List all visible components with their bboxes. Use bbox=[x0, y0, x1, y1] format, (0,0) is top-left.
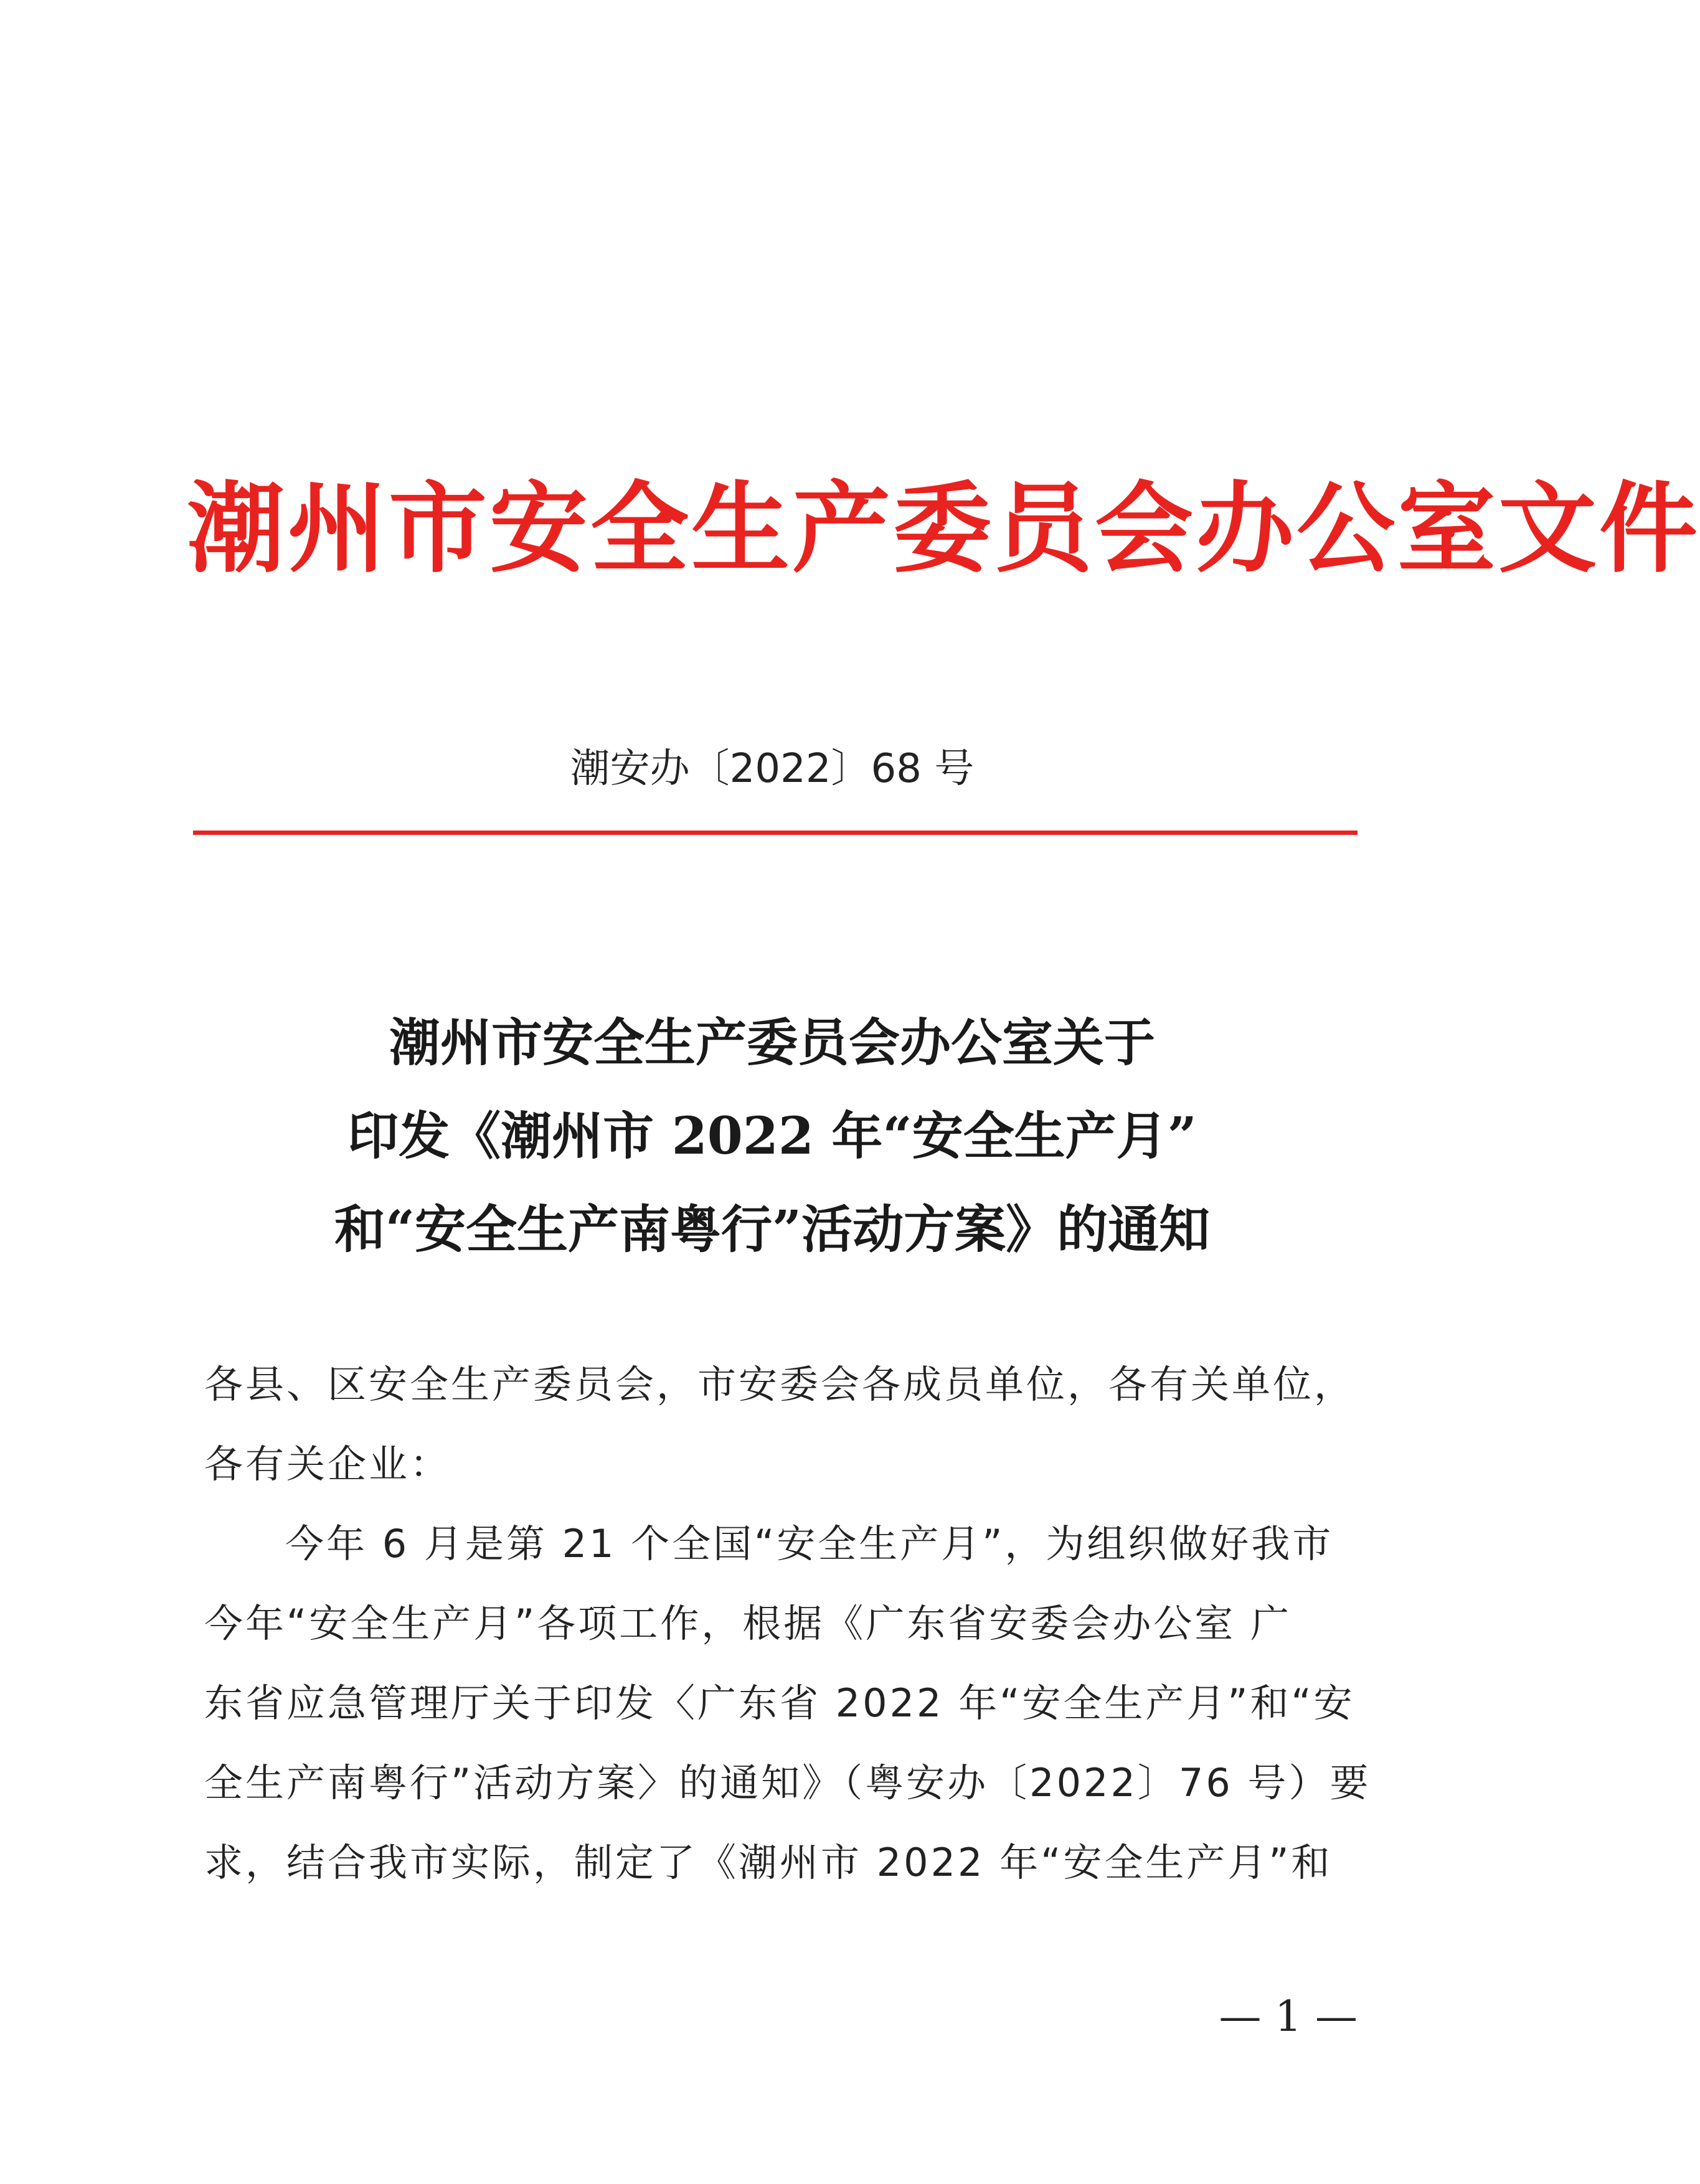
notice-title bbox=[187, 996, 1358, 1276]
addressee-line: 各县、区安全生产委员会，市安委会各成员单位，各有关单位， bbox=[204, 1362, 1356, 1407]
title-line-3: 和“安全生产南粤行”活动方案》的通知 bbox=[334, 1200, 1211, 1259]
paragraph-line: 东省应急管理厅关于印发〈广东省 2022 年“安全生产月”和“安 bbox=[204, 1680, 1355, 1726]
paragraph-line: 全生产南粤行”活动方案〉的通知》（粤安办〔2022〕76 号）要 bbox=[204, 1760, 1371, 1805]
document-number: 潮安办〔2022〕68 号 bbox=[570, 746, 975, 792]
page-number: — 1 — bbox=[1219, 1992, 1358, 2041]
paragraph-line: 今年“安全生产月”各项工作，根据《广东省安委会办公室 广 bbox=[204, 1601, 1292, 1646]
paragraph-line: 求，结合我市实际，制定了《潮州市 2022 年“安全生产月”和 bbox=[204, 1840, 1333, 1885]
notice-body bbox=[204, 1345, 1371, 1903]
addressee-line: 各有关企业： bbox=[204, 1441, 451, 1487]
red-divider-line bbox=[193, 831, 1358, 835]
title-line-1: 潮州市安全生产委员会办公室关于 bbox=[389, 1013, 1155, 1073]
paragraph-line: 今年 6 月是第 21 个全国“安全生产月”，为组织做好我市 bbox=[285, 1521, 1334, 1566]
title-line-2: 印发《潮州市 2022 年“安全生产月” bbox=[347, 1106, 1197, 1166]
masthead-title: 潮州市安全生产委员会办公室文件 bbox=[187, 471, 1700, 586]
